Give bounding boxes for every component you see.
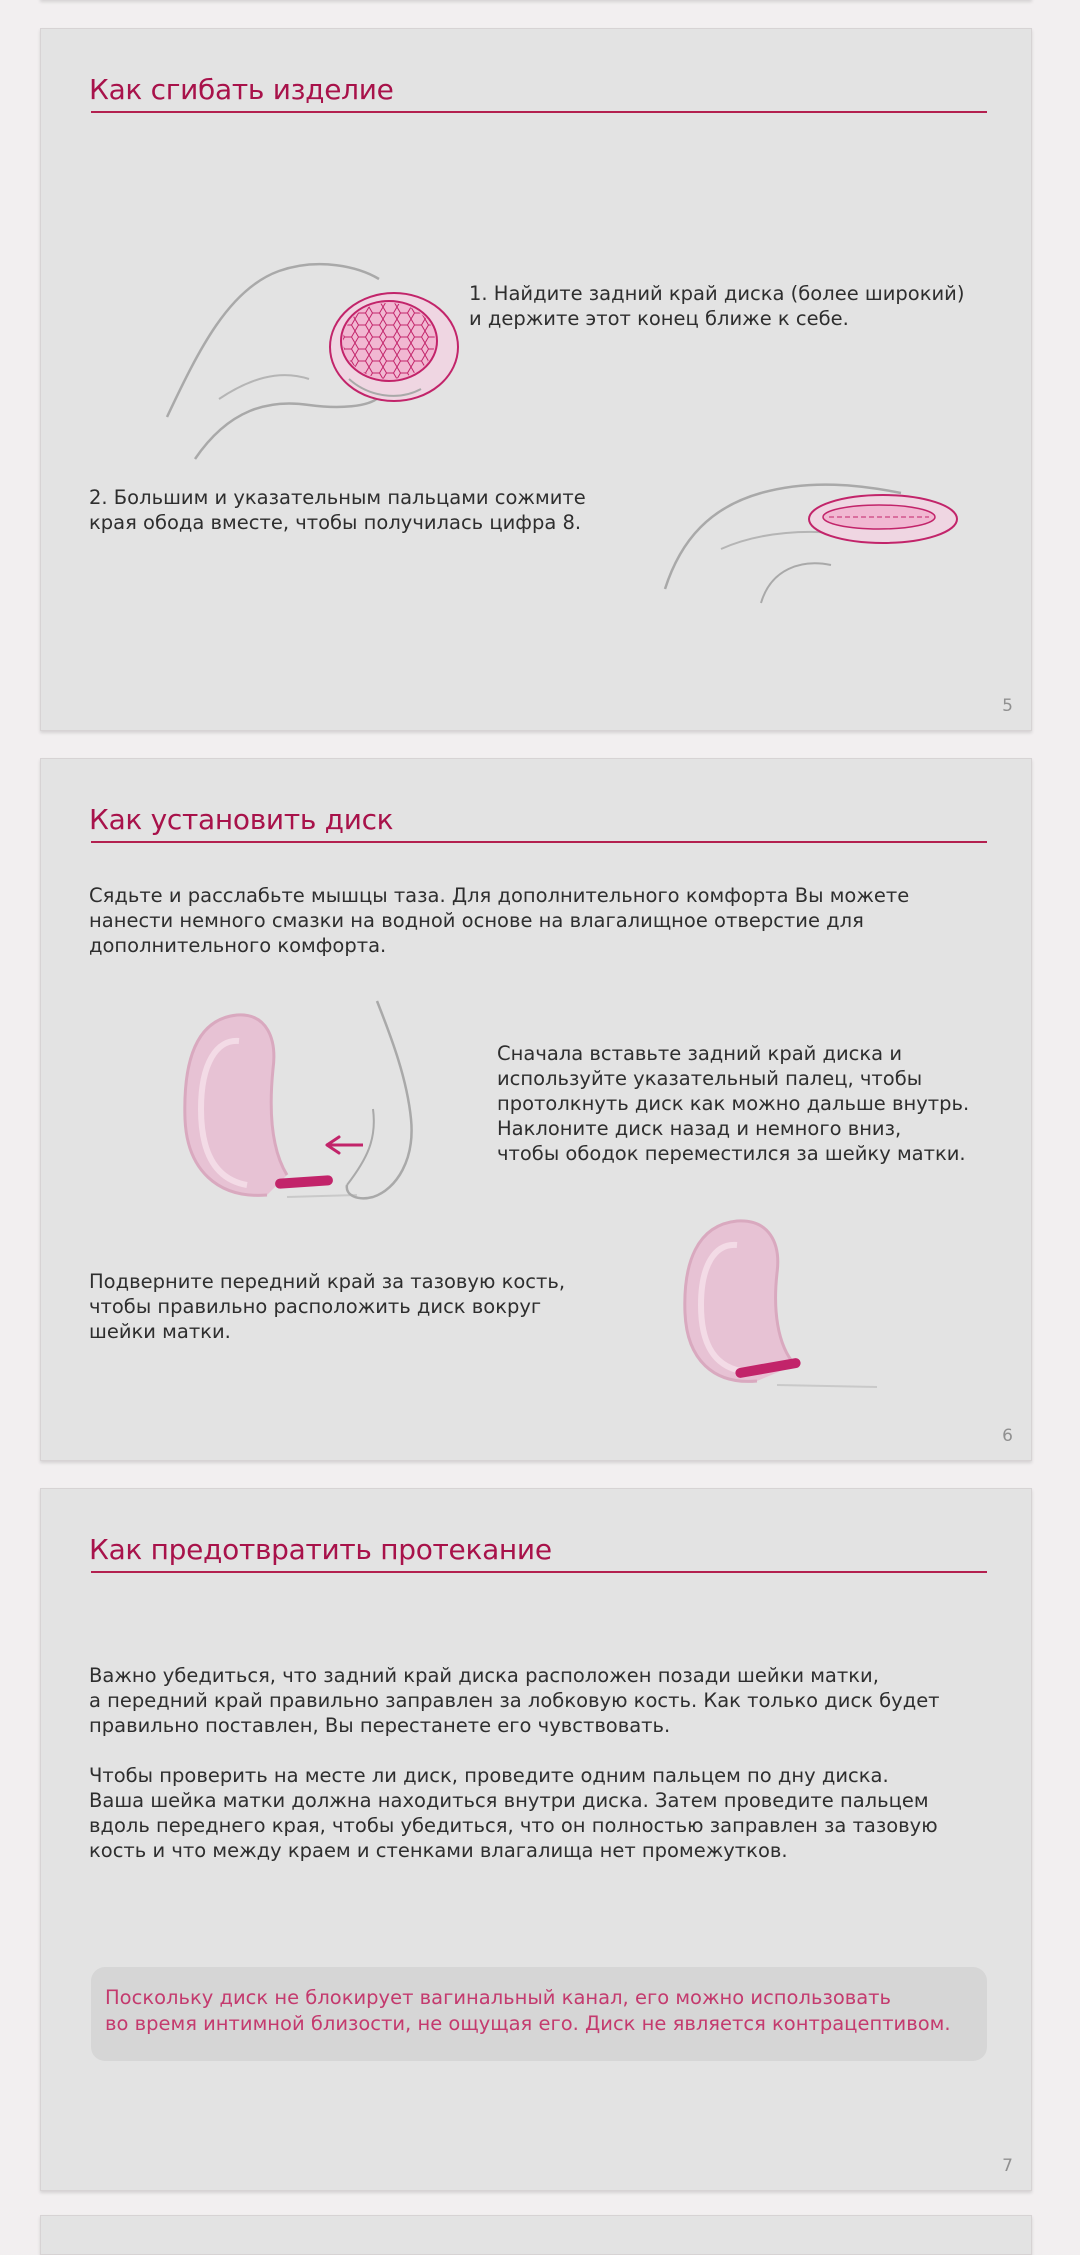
slide-fold-disc bbox=[40, 28, 1032, 731]
slide-title: Как предотвратить протекание bbox=[89, 1533, 552, 1566]
info-note bbox=[91, 1967, 987, 2061]
slide-title: Как установить диск bbox=[89, 803, 394, 836]
slide-title: Как сгибать изделие bbox=[89, 73, 394, 106]
fold-step-1: 1. Найдите задний край диска (более широкий) и держите этот конец ближе к себе. bbox=[469, 282, 965, 330]
fold-step-2: 2. Большим и указательным пальцами сожмите края обода вместе, чтобы получилась цифра 8. bbox=[89, 486, 586, 534]
title-underline bbox=[91, 841, 987, 843]
page-number: 7 bbox=[1002, 2156, 1013, 2176]
insert-step-1: Сначала вставьте задний край диска и используйте указательный палец, чтобы протолкнуть диск как можно дальше внутрь. Наклоните диск назад и немного вниз, чтобы ободок переместился за шейку матки. bbox=[497, 1042, 970, 1165]
leak-paragraph-1: Важно убедиться, что задний край диска расположен позади шейки матки, а передний край правильно заправлен за лобковую кость. Как только диск будет правильно поставлен, Вы перестанете его чувствовать. bbox=[89, 1664, 940, 1737]
slide-insert-disc bbox=[40, 758, 1032, 1461]
insert-intro: Сядьте и расслабьте мышцы таза. Для дополнительного комфорта Вы можете нанести немного смазки на водной основе на влагалищное отверстие для дополнительного комфорта. bbox=[89, 884, 910, 957]
insertion-diagram-icon bbox=[177, 999, 467, 1219]
placed-disc-diagram-icon bbox=[677, 1209, 927, 1399]
title-underline bbox=[91, 1571, 987, 1573]
leak-paragraph-2: Чтобы проверить на месте ли диск, проведите одним пальцем по дну диска. Ваша шейка матки должна находиться внутри диска. Затем проведите пальцем вдоль переднего края, чтобы убедиться, что он полностью заправлен за тазовую кость и что между краем и стенками влагалища нет промежутков. bbox=[89, 1764, 938, 1862]
insert-step-2: Подверните передний край за тазовую кость, чтобы правильно расположить диск вокруг шейки матки. bbox=[89, 1270, 566, 1343]
page-number: 5 bbox=[1002, 696, 1013, 716]
next-slide-edge bbox=[40, 2215, 1032, 2255]
title-underline bbox=[91, 111, 987, 113]
info-note-text: Поскольку диск не блокирует вагинальный канал, его можно использовать во время интимной близости, не ощущая его. Диск не является контрацептивом. bbox=[105, 1986, 951, 2035]
slide-prevent-leaks bbox=[40, 1488, 1032, 2191]
page-number: 6 bbox=[1002, 1426, 1013, 1446]
hand-holding-disc-icon bbox=[159, 229, 479, 469]
hand-pinching-disc-icon bbox=[661, 449, 961, 619]
